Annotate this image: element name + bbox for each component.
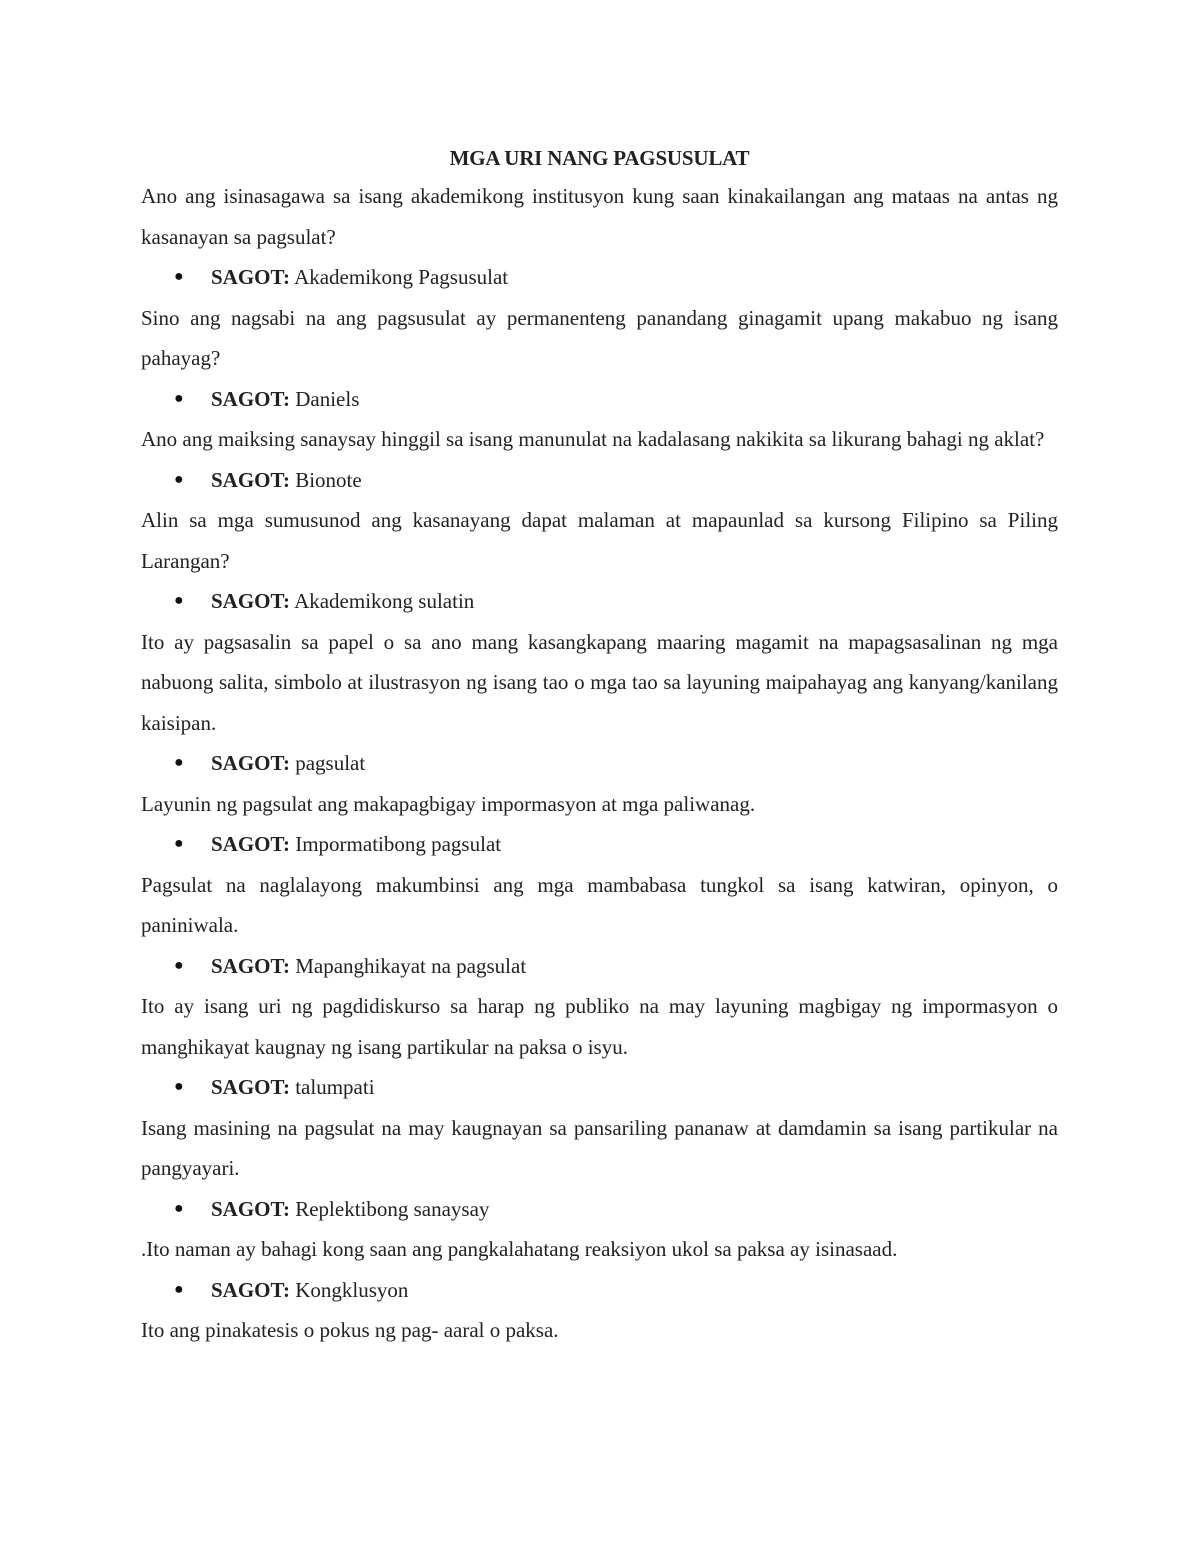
question-4: Alin sa mga sumusunod ang kasanayang dapat malaman at mapaunlad sa kursong Filipino sa Piling Larangan? bbox=[141, 508, 1058, 573]
bullet-icon: ● bbox=[174, 956, 184, 974]
document-title: MGA URI NANG PAGSUSULAT bbox=[449, 146, 750, 170]
answer-6 bbox=[141, 824, 1058, 865]
document-body bbox=[141, 140, 1058, 1351]
answer-text: Akademikong sulatin bbox=[294, 589, 475, 613]
question-1: Ano ang isinasagawa sa isang akademikong institusyon kung saan kinakailangan ang mataas na antas ng kasanayan sa pagsulat? bbox=[141, 184, 1058, 249]
answer-label: SAGOT: bbox=[211, 265, 290, 289]
answer-label: SAGOT: bbox=[211, 751, 290, 775]
answer-1 bbox=[141, 257, 1058, 298]
question-2: Sino ang nagsabi na ang pagsusulat ay permanenteng panandang ginagamit upang makabuo ng isang pahayag? bbox=[141, 305, 1058, 370]
answer-label: SAGOT: bbox=[211, 953, 290, 978]
answer-5 bbox=[141, 743, 1058, 784]
question-8: Ito ay isang uri ng pagdidiskurso sa harap ng publiko na may layuning magbigay ng impormasyon o manghikayat kaugnay ng isang partikular na paksa o isyu. bbox=[141, 994, 1058, 1059]
bullet-icon: ● bbox=[174, 835, 184, 852]
question-9: Isang masining na pagsulat na may kaugnayan sa pansariling pananaw at damdamin sa isang partikular na pangyayari. bbox=[141, 1115, 1058, 1180]
question-3: Ano ang maiksing sanaysay hinggil sa isang manunulat na kadalasang nakikita sa likurang bahagi ng aklat? bbox=[141, 427, 1045, 451]
bullet-icon: ● bbox=[174, 754, 184, 771]
answer-10 bbox=[141, 1270, 1058, 1311]
answer-text: Kongklusyon bbox=[295, 1277, 409, 1302]
bullet-icon: ● bbox=[174, 1199, 184, 1217]
answer-text: Daniels bbox=[295, 386, 360, 411]
answer-label: SAGOT: bbox=[211, 386, 290, 411]
answer-text: Mapanghikayat na pagsulat bbox=[295, 953, 527, 978]
bullet-icon: ● bbox=[174, 592, 184, 609]
bullet-icon: ● bbox=[174, 470, 184, 488]
answer-9 bbox=[141, 1189, 1058, 1230]
answer-text: Bionote bbox=[295, 467, 362, 492]
answer-label: SAGOT: bbox=[211, 1277, 290, 1302]
question-5: Ito ay pagsasalin sa papel o sa ano mang kasangkapang maaring magamit na mapagsasalinan ng mga nabuong salita, simbolo at ilustrasyon ng isang tao o mga tao sa layuning maipahayag ang kanyang/kanilang kaisipan. bbox=[141, 629, 1058, 735]
bullet-icon: ● bbox=[174, 1280, 184, 1298]
question-11: Ito ang pinakatesis o pokus ng pag- aaral o paksa. bbox=[141, 1318, 559, 1342]
answer-7 bbox=[141, 946, 1058, 987]
answer-text: Impormatibong pagsulat bbox=[295, 832, 502, 856]
answer-label: SAGOT: bbox=[211, 1196, 290, 1221]
answer-label: SAGOT: bbox=[211, 467, 290, 492]
answer-text: Akademikong Pagsusulat bbox=[294, 265, 509, 289]
answer-2 bbox=[141, 379, 1058, 420]
answer-text: talumpati bbox=[295, 1075, 375, 1099]
answer-text: pagsulat bbox=[295, 751, 366, 775]
answer-text: Replektibong sanaysay bbox=[295, 1196, 490, 1221]
answer-3 bbox=[141, 460, 1058, 501]
question-6: Layunin ng pagsulat ang makapagbigay impormasyon at mga paliwanag. bbox=[141, 791, 756, 816]
bullet-icon: ● bbox=[174, 1078, 184, 1095]
answer-label: SAGOT: bbox=[211, 1075, 290, 1099]
answer-label: SAGOT: bbox=[211, 832, 290, 856]
answer-label: SAGOT: bbox=[211, 589, 290, 613]
answer-8 bbox=[141, 1067, 1058, 1108]
question-7: Pagsulat na naglalayong makumbinsi ang mga mambabasa tungkol sa isang katwiran, opinyon, o paniniwala. bbox=[141, 872, 1058, 937]
question-10: .Ito naman ay bahagi kong saan ang pangkalahatang reaksiyon ukol sa paksa ay isinasaad. bbox=[141, 1237, 898, 1261]
answer-4 bbox=[141, 581, 1058, 622]
bullet-icon: ● bbox=[174, 389, 184, 407]
bullet-icon: ● bbox=[174, 268, 184, 285]
